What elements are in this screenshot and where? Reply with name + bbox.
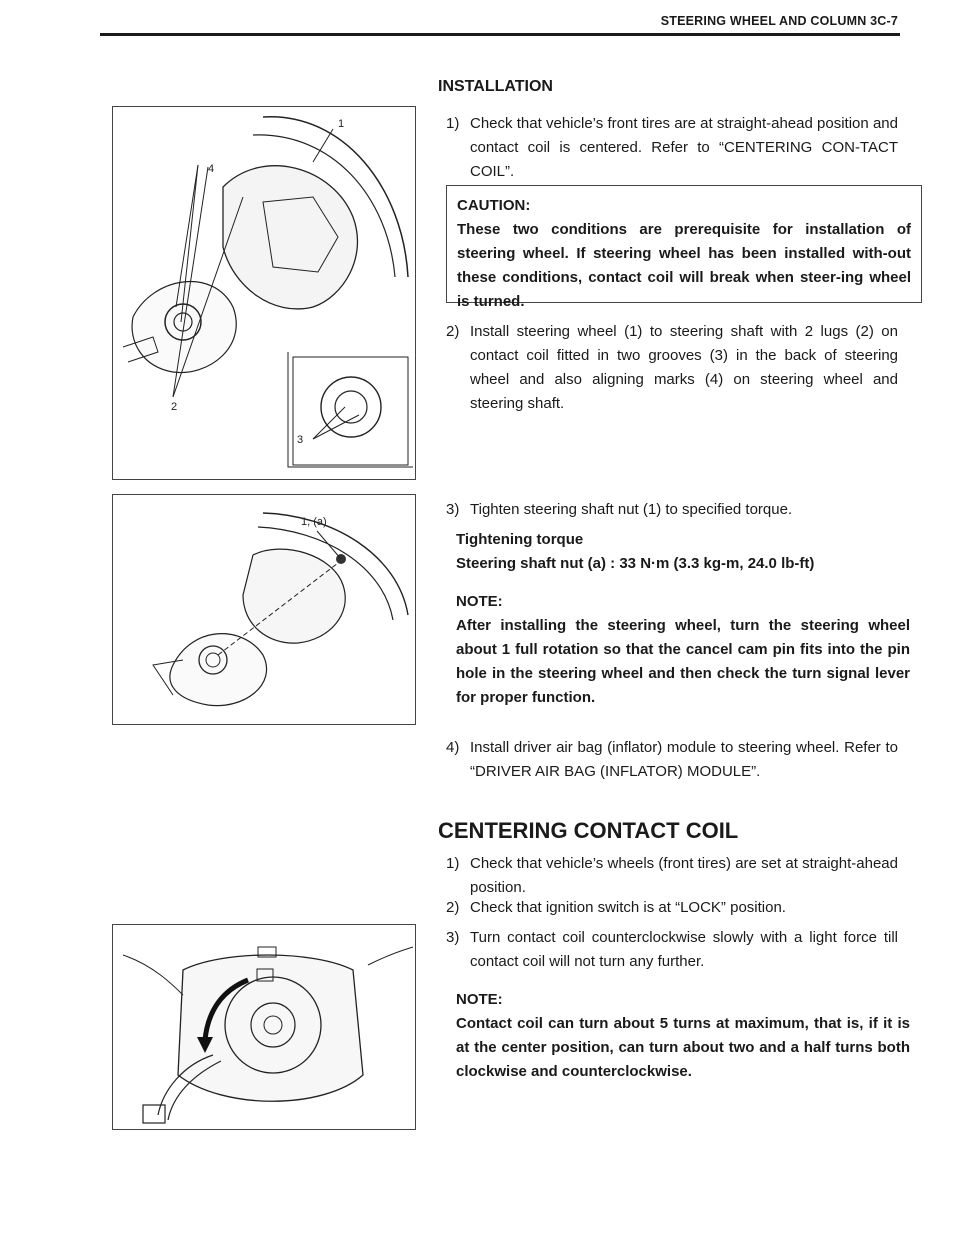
install-note-body: After installing the steering wheel, turn the steering wheel about 1 full rotation so that the cancel cam pin fits into the pin hole in the steering wheel and then check the turn signal lever for proper function. [456, 617, 910, 706]
torque-spec [456, 528, 896, 576]
figure-shaft-nut [112, 494, 416, 725]
install-step-4: 4) Install driver air bag (inflator) module to steering wheel. Refer to “DRIVER AIR BAG (INFLATOR) MODULE”. [446, 739, 898, 780]
torque-value: Steering shaft nut (a) : 33 N·m (3.3 kg-m, 24.0 lb-ft) [456, 555, 815, 572]
install-note [446, 582, 920, 716]
install-step-3: 3) Tighten steering shaft nut (1) to specified torque. [446, 501, 793, 518]
centering-note-body: Contact coil can turn about 5 turns at maximum, that is, if it is at the center position, can turn about two and a half turns both clockwise and counterclockwise. [456, 1015, 910, 1080]
callout-2: 2 [171, 401, 178, 413]
install-step-1: 1) Check that vehicle’s front tires are at straight-ahead position and contact coil is centered. Refer to “CENTERING CON-TACT COIL”. [446, 115, 898, 180]
contact-coil-illustration [113, 925, 415, 1129]
caution-box [446, 185, 922, 310]
centering-note [446, 980, 920, 1090]
centering-note-title: NOTE: [456, 991, 503, 1008]
callout-4: 4 [208, 163, 215, 175]
install-note-title: NOTE: [456, 593, 503, 610]
torque-label: Tightening torque [456, 531, 584, 548]
header-rule [100, 33, 900, 36]
centering-step-1: 1) Check that vehicle’s wheels (front tires) are set at straight-ahead position. [446, 855, 898, 896]
callout-1: 1 [338, 118, 345, 130]
callout-3: 3 [297, 434, 304, 446]
install-step-2: 2) Install steering wheel (1) to steering shaft with 2 lugs (2) on contact coil fitted in two grooves (3) in the back of steering wheel and also aligning marks (4) on steering wheel and steering shaft. [446, 323, 898, 412]
centering-heading: CENTERING CONTACT COIL [438, 818, 739, 843]
callout-nut: 1, (a) [301, 516, 327, 528]
figure-contact-coil [112, 924, 416, 1130]
page-header: STEERING WHEEL AND COLUMN 3C-7 [660, 14, 898, 28]
centering-step-3: 3) Turn contact coil counterclockwise slowly with a light force till contact coil will not turn any further. [446, 929, 898, 970]
caution-body: These two conditions are prerequisite for installation of steering wheel. If steering wheel has been installed with-out these conditions, contact coil will break when steer-ing wheel is turned. [457, 221, 911, 310]
shaft-nut-illustration [113, 495, 415, 724]
installation-heading: INSTALLATION [438, 78, 553, 95]
centering-step-2: 2) Check that ignition switch is at “LOCK” position. [446, 899, 786, 916]
caution-title: CAUTION: [457, 197, 531, 214]
figure-steering-wheel-install [112, 106, 416, 480]
steering-wheel-illustration [113, 107, 415, 479]
